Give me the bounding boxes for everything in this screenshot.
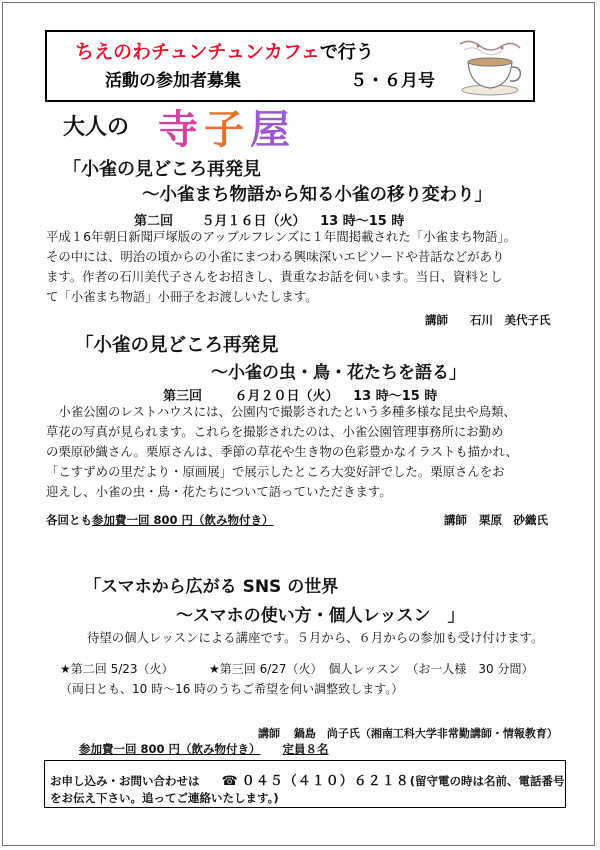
session1-title: 「小雀の見どころ再発見 <box>63 159 261 180</box>
session2-fee-prefix: 各回とも <box>46 513 92 527</box>
session3-title: 「スマホから広がる SNS の世界 <box>84 577 339 597</box>
session1-body-line: 平成１6年朝日新聞戸塚版のアップルフレンズに１年間掲載された「小雀まち物語」。 <box>46 229 516 244</box>
main-title-terakoya <box>158 98 296 155</box>
session3-fee: 参加費一回 800 円（飲み物付き） <box>79 742 261 756</box>
session3-fee-line <box>79 741 329 757</box>
main-title-char-3: 屋 <box>250 106 296 153</box>
session2-schedule-no: 第三回 <box>163 389 203 404</box>
header-line2-right: ５・６月号 <box>350 71 435 91</box>
session1-lecturer-name: 石川 美代子氏 <box>470 313 551 327</box>
header-line1 <box>75 37 374 64</box>
contact-phone: ０４５（４１０）６２１８ <box>241 774 410 789</box>
session3-note: （両日とも、10 時～16 時のうちご希望を伺い調整致します。） <box>60 682 404 696</box>
header-cafe-name: ちえのわチュンチュンカフェ <box>75 41 320 63</box>
session2-body-line: の栗原砂織さん。栗原さんは、季節の草花や生き物の色彩豊かなイラストも描かれ、 <box>46 444 518 459</box>
main-title-prefix: 大人の <box>63 115 130 140</box>
session3-lecturer-name: 鍋島 尚子氏（湘南工科大学非常勤講師・情報教育） <box>293 727 558 740</box>
contact-line1 <box>50 770 565 789</box>
session2-lecturer <box>444 512 548 528</box>
session2-fee-amount: 参加費一回 800 円（飲み物付き） <box>92 513 274 527</box>
contact-line2: をお伝え下さい。追ってご連絡いたします。) <box>50 791 279 805</box>
main-title-char-2: 子 <box>204 106 250 153</box>
session1-subtitle: ～小雀まち物語から知る小雀の移り変わり」 <box>142 185 492 205</box>
session2-body-line: 小雀公園のレストハウスには、公園内で撮影されたという多種多様な昆虫や鳥類、 <box>46 404 516 419</box>
phone-icon: ☎ <box>221 774 238 789</box>
header-line1-suffix: で行う <box>319 42 374 63</box>
session1-body-line: ます。作者の石川美代子さんをお招きし、貴重なお話を伺います。当日、資料とし <box>46 269 503 284</box>
session1-body-line: その中には、明治の頃からの小雀にまつわる興味深いエピソードや昔話などがあり <box>46 249 505 264</box>
session3-subtitle: ～スマホの使い方・個人レッスン 」 <box>176 606 465 626</box>
session2-body-line: 「こすずめの里だより・原画展」で展示したところ大変好評でした。栗原さんをお <box>46 464 505 479</box>
session3-lecturer <box>258 725 558 741</box>
session3-lecturer-label: 講師 <box>258 727 280 740</box>
session2-body-line: 草花の写真が見られます。これらを撮影されたのは、小雀公園管理事務所にお勤め <box>46 424 504 439</box>
session3-item2: ★第三回 6/27（火） 個人レッスン （お一人様 30 分間） <box>209 662 534 676</box>
session1-schedule-no: 第二回 <box>134 214 174 229</box>
header-line2-left: 活動の参加者募集 <box>105 71 241 91</box>
session1-date: ５月１６日（火） <box>201 214 306 229</box>
session2-title: 「小雀の見どころ再発見 <box>75 335 279 356</box>
contact-label: お申し込み・お問い合わせは <box>50 774 200 788</box>
session1-time: 13 時～15 時 <box>320 214 405 229</box>
coffee-cup-icon <box>450 38 530 100</box>
session2-body-line: 迎えし、小雀の虫・鳥・花たちについて語っていただきます。 <box>46 484 392 499</box>
session2-lecturer-name: 栗原 砂織氏 <box>479 513 549 527</box>
session3-capacity: 定員８名 <box>282 742 329 756</box>
session2-fee <box>46 512 274 528</box>
session1-lecturer-label: 講師 <box>425 313 448 327</box>
session2-body <box>46 402 556 502</box>
session2-time: 13 時～15 時 <box>353 389 438 404</box>
session2-subtitle: ～小雀の虫・鳥・花たちを語る」 <box>211 363 466 383</box>
session2-date: ６月２０日（火） <box>234 389 339 404</box>
session1-lecturer <box>425 312 551 328</box>
session3-intro: 待望の個人レッスンによる講座です。５月から、６月からの参加も受け付けます。 <box>87 630 544 645</box>
main-title-char-1: 寺 <box>158 106 204 153</box>
session2-lecturer-label: 講師 <box>444 513 467 527</box>
session1-body <box>46 227 556 307</box>
contact-line1-suffix: (留守電の時は名前、電話番号 <box>409 774 565 788</box>
session1-body-line: て「小雀まち物語」小冊子をお渡しいたします。 <box>46 289 318 304</box>
session3-item1: ★第二回 5/23（火） <box>60 662 174 676</box>
